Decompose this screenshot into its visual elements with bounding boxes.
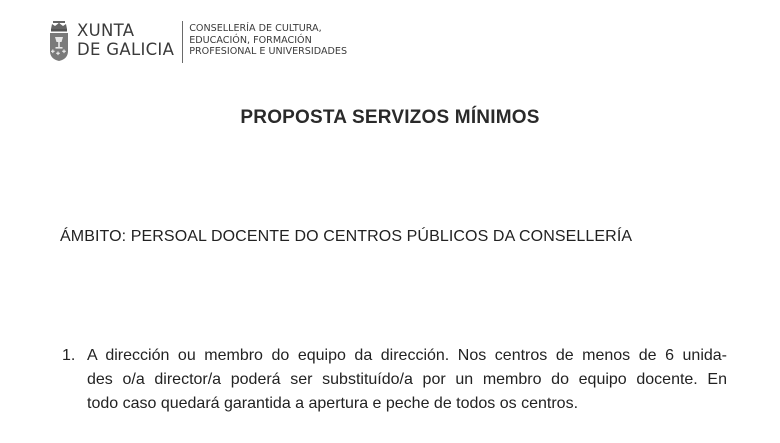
document-title: PROPOSTA SERVIZOS MÍNIMOS (240, 107, 540, 128)
org-name-line-2: DE GALICIA (77, 40, 175, 59)
document-header (48, 18, 347, 68)
galicia-coat-of-arms-icon (48, 21, 70, 61)
list-item-number: 1. (62, 347, 76, 364)
list-item-text (87, 344, 727, 416)
department-line-2: EDUCACIÓN, FORMACIÓN (189, 34, 312, 46)
org-name (77, 21, 174, 59)
list-item-line-3: todo caso quedará garantida a apertura e peche de todos os centros. (87, 395, 579, 412)
scope-line: ÁMBITO: PERSOAL DOCENTE DO CENTROS PÚBLICOS DA CONSELLERÍA (60, 228, 633, 245)
list-item (62, 344, 732, 416)
org-name-line-1: XUNTA (77, 21, 135, 40)
department-name (189, 23, 347, 58)
list-item-line-2: des o/a director/a poderá ser substituído/a por un membro do equipo docente. En (87, 371, 727, 388)
header-divider (182, 21, 183, 63)
department-line-1: CONSELLERÍA DE CULTURA, (189, 23, 322, 34)
department-line-3: PROFESIONAL E UNIVERSIDADES (189, 46, 348, 58)
list-item-line-1: A dirección ou membro do equipo da dirección. Nos centros de menos de 6 unida- (87, 347, 727, 364)
